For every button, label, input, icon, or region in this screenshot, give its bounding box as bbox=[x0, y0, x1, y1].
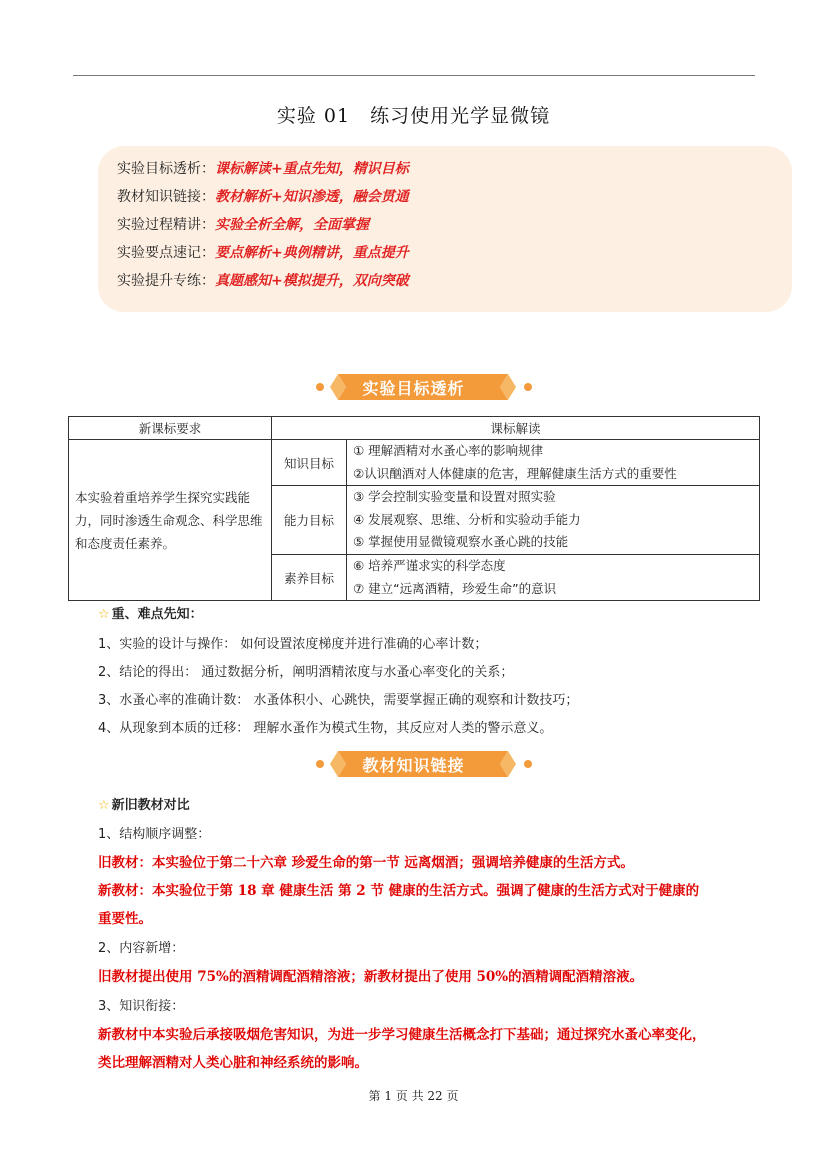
table-head-left: 新课标要求 bbox=[69, 417, 272, 440]
section-banner-goals bbox=[0, 371, 827, 403]
intro-row: 实验提升专练：真题感知+模拟提升，双向突破 bbox=[117, 273, 409, 289]
star-icon: ☆ bbox=[98, 607, 110, 622]
section-banner-textbook bbox=[0, 748, 827, 780]
compare-link-text-cont: 类比理解酒精对人类心脏和神经系统的影响。 bbox=[98, 1055, 368, 1071]
title-text: 练习使用光学显微镜 bbox=[370, 105, 551, 127]
title-number: 实验 01 bbox=[276, 105, 351, 127]
table-items: ⑥ 培养严谨求实的科学态度 ⑦ 建立“远离酒精，珍爱生命”的意识 bbox=[347, 555, 760, 601]
intro-row: 实验目标透析：课标解读+重点先知，精识目标 bbox=[117, 161, 409, 177]
banner-title-textbook: 教材知识链接 bbox=[362, 756, 465, 775]
star-icon: ☆ bbox=[98, 798, 110, 813]
table-category: 能力目标 bbox=[272, 486, 347, 555]
goals-table bbox=[68, 416, 760, 601]
compare-add-text: 旧教材提出使用 75%的酒精调配酒精溶液；新教材提出了使用 50%的酒精调配酒精溶液。 bbox=[98, 969, 644, 985]
table-items: ① 理解酒精对水蚤心率的影响规律 ②认识酗酒对人体健康的危害，理解健康生活方式的重要性 bbox=[347, 440, 760, 486]
page-title bbox=[0, 101, 827, 128]
compare-subhead: 2、内容新增： bbox=[98, 941, 185, 956]
page-footer: 第 1 页 共 22 页 bbox=[368, 1089, 459, 1103]
compare-title: ☆ 新旧教材对比 bbox=[98, 798, 190, 813]
table-head-right: 课标解读 bbox=[272, 417, 760, 440]
header-rule bbox=[73, 75, 755, 76]
intro-row: 实验要点速记：要点解析+典例精讲，重点提升 bbox=[117, 245, 409, 261]
key-point-item: 4、从现象到本质的迁移： 理解水蚤作为模式生物，其反应对人类的警示意义。 bbox=[98, 721, 553, 736]
table-items: ③ 学会控制实验变量和设置对照实验 ④ 发展观察、思维、分析和实验动手能力 ⑤ 掌握使用显微镜观察水蚤心跳的技能 bbox=[347, 486, 760, 555]
key-points-title: ☆ 重、难点先知： bbox=[98, 607, 203, 622]
compare-old-text: 旧教材：本实验位于第二十六章 珍爱生命的第一节 远离烟酒；强调培养健康的生活方式。 bbox=[98, 855, 634, 871]
compare-new-text-cont: 重要性。 bbox=[98, 911, 152, 927]
intro-row: 教材知识链接：教材解析+知识渗透，融会贯通 bbox=[117, 189, 409, 205]
table-category: 知识目标 bbox=[272, 440, 347, 486]
key-point-item: 2、结论的得出： 通过数据分析，阐明酒精浓度与水蚤心率变化的关系； bbox=[98, 665, 514, 680]
table-category: 素养目标 bbox=[272, 555, 347, 601]
compare-subhead: 3、知识衔接： bbox=[98, 999, 185, 1014]
intro-row: 实验过程精讲：实验全析全解，全面掌握 bbox=[117, 217, 369, 233]
key-point-item: 1、实验的设计与操作： 如何设置浓度梯度并进行准确的心率计数； bbox=[98, 637, 488, 652]
compare-new-text: 新教材：本实验位于第 18 章 健康生活 第 2 节 健康的生活方式。强调了健康的生活方式对于健康的 bbox=[98, 883, 700, 899]
intro-box bbox=[98, 146, 792, 312]
compare-link-text: 新教材中本实验后承接吸烟危害知识，为进一步学习健康生活概念打下基础；通过探究水蚤心率变化， bbox=[98, 1027, 706, 1043]
banner-title-goals: 实验目标透析 bbox=[362, 379, 465, 398]
table-requirement-text: 本实验着重培养学生探究实践能力，同时渗透生命观念、科学思维和态度责任素养。 bbox=[69, 440, 272, 601]
key-point-item: 3、水蚤心率的准确计数： 水蚤体积小、心跳快，需要掌握正确的观察和计数技巧； bbox=[98, 693, 579, 708]
compare-subhead: 1、结构顺序调整： bbox=[98, 827, 211, 842]
